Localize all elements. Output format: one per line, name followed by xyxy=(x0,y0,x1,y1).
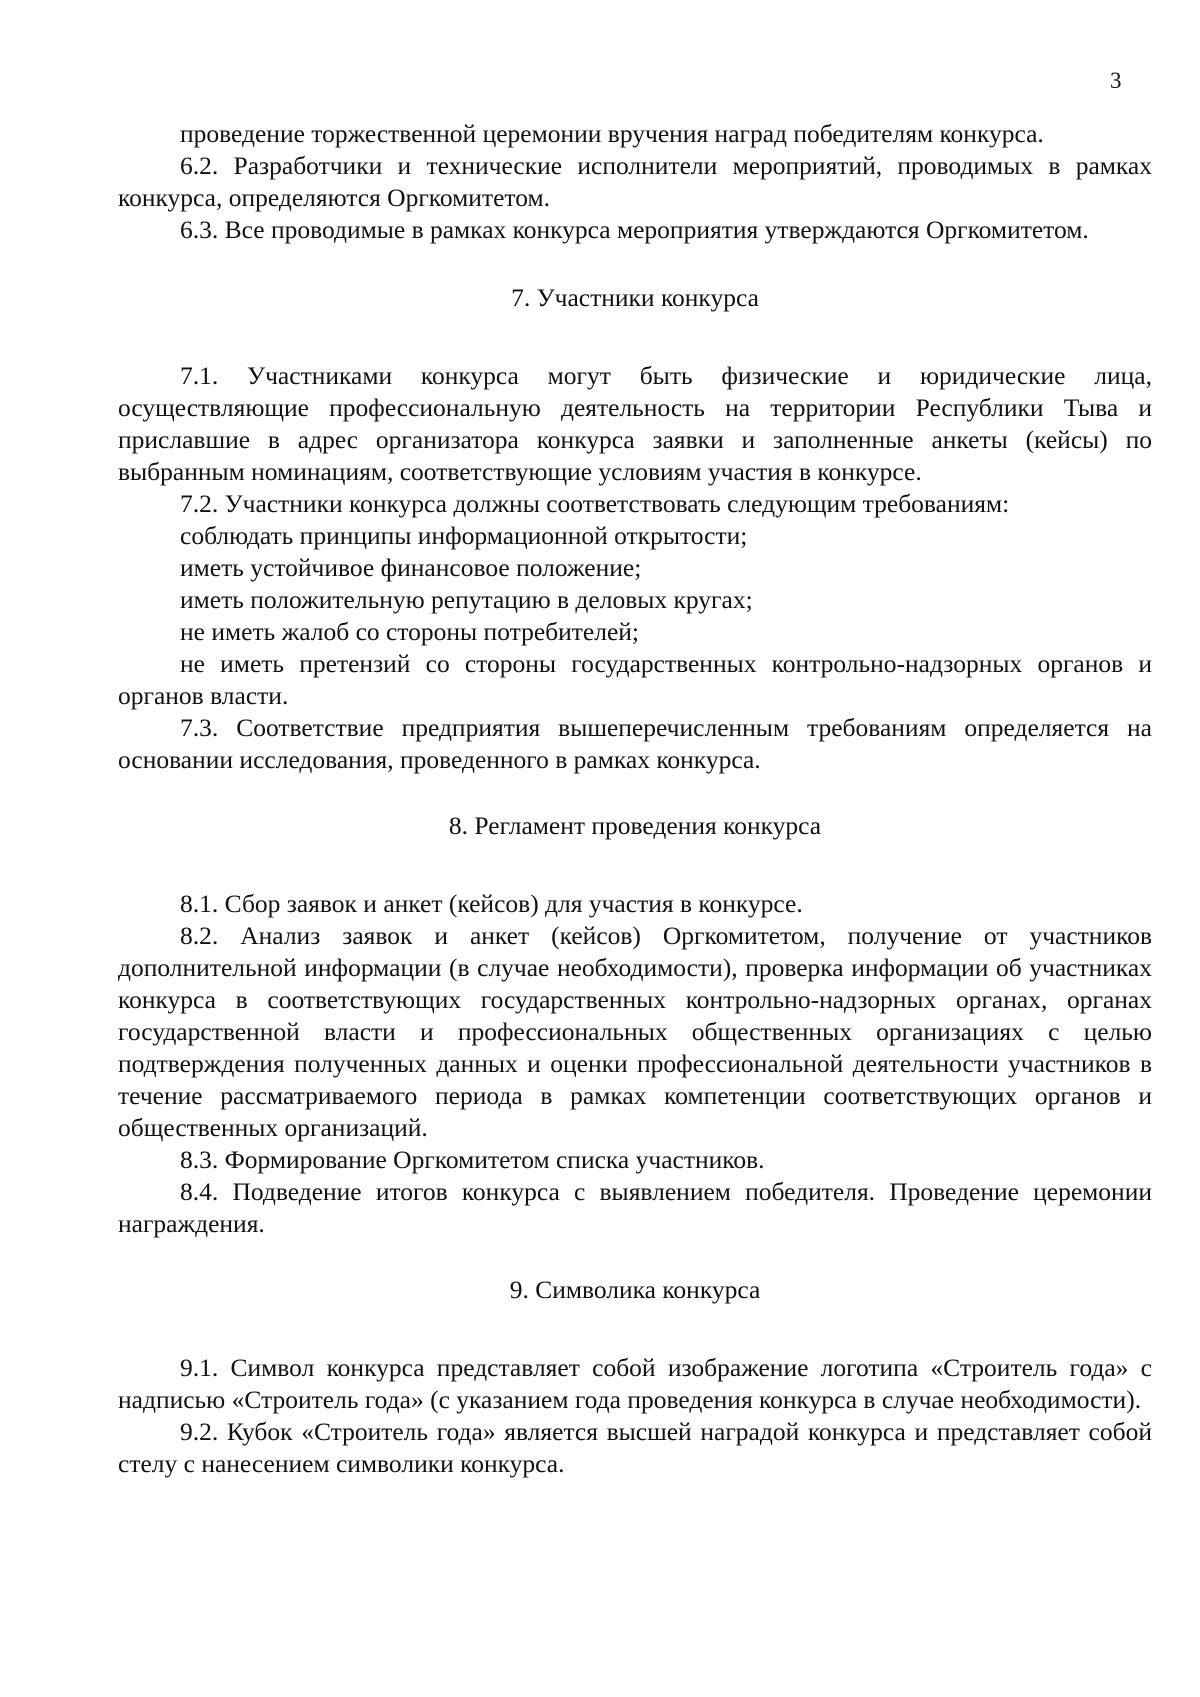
paragraph-6-1-continuation: проведение торжественной церемонии вручения наград победителям конкурса. xyxy=(180,119,1044,148)
paragraph-9-1: 9.1. Символ конкурса представляет собой изображение логотипа «Строитель года» с надписью «Строитель года» (с указанием года проведения конкурса в случае необходимости). xyxy=(118,1353,1152,1414)
paragraph-8-2: 8.2. Анализ заявок и анкет (кейсов) Оргкомитетом, получение от участников дополнительной информации (в случае необходимости), проверка информации об участниках конкурса в соответствующих государственных контрольно-надзорных органах, органах государственной власти и профессиональных общественных организациях с целью подтверждения полученных данных и оценки профессиональной деятельности участников в течение рассматриваемого периода в рамках компетенции соответствующих органов и общественных организаций. xyxy=(118,921,1152,1142)
paragraph-7-3: 7.3. Соответствие предприятия вышеперечисленным требованиям определяется на основании исследования, проведенного в рамках конкурса. xyxy=(118,713,1152,774)
document-body xyxy=(118,118,1152,1480)
requirement-item: иметь положительную репутацию в деловых кругах; xyxy=(180,585,753,614)
paragraph-9-2: 9.2. Кубок «Строитель года» является высшей наградой конкурса и представляет собой стелу с нанесением символики конкурса. xyxy=(118,1417,1152,1478)
paragraph-8-3: 8.3. Формирование Оргкомитетом списка участников. xyxy=(180,1145,765,1174)
paragraph-6-2: 6.2. Разработчики и технические исполнители мероприятий, проводимых в рамках конкурса, определяются Оргкомитетом. xyxy=(118,151,1152,212)
requirement-item: не иметь жалоб со стороны потребителей; xyxy=(180,617,639,646)
paragraph-8-1: 8.1. Сбор заявок и анкет (кейсов) для участия в конкурсе. xyxy=(180,889,803,918)
paragraph-6-3: 6.3. Все проводимые в рамках конкурса мероприятия утверждаются Оргкомитетом. xyxy=(180,215,1089,244)
page-number: 3 xyxy=(1110,68,1122,93)
section-7-heading: 7. Участники конкурса xyxy=(511,283,759,312)
section-8-heading: 8. Регламент проведения конкурса xyxy=(448,811,822,840)
paragraph-8-4: 8.4. Подведение итогов конкурса с выявлением победителя. Проведение церемонии награждения. xyxy=(118,1177,1152,1238)
paragraph-7-2: 7.2. Участники конкурса должны соответствовать следующим требованиям: xyxy=(180,489,1010,518)
paragraph-7-1: 7.1. Участниками конкурса могут быть физические и юридические лица, осуществляющие профессиональную деятельность на территории Республики Тыва и приславшие в адрес организатора конкурса заявки и заполненные анкеты (кейсы) по выбранным номинациям, соответствующие условиям участия в конкурсе. xyxy=(118,361,1152,486)
requirement-item: иметь устойчивое финансовое положение; xyxy=(180,553,642,582)
requirement-item: соблюдать принципы информационной открытости; xyxy=(180,521,748,550)
section-9-heading: 9. Символика конкурса xyxy=(509,1275,761,1304)
requirement-item: не иметь претензий со стороны государственных контрольно-надзорных органов и органов власти. xyxy=(118,649,1152,710)
